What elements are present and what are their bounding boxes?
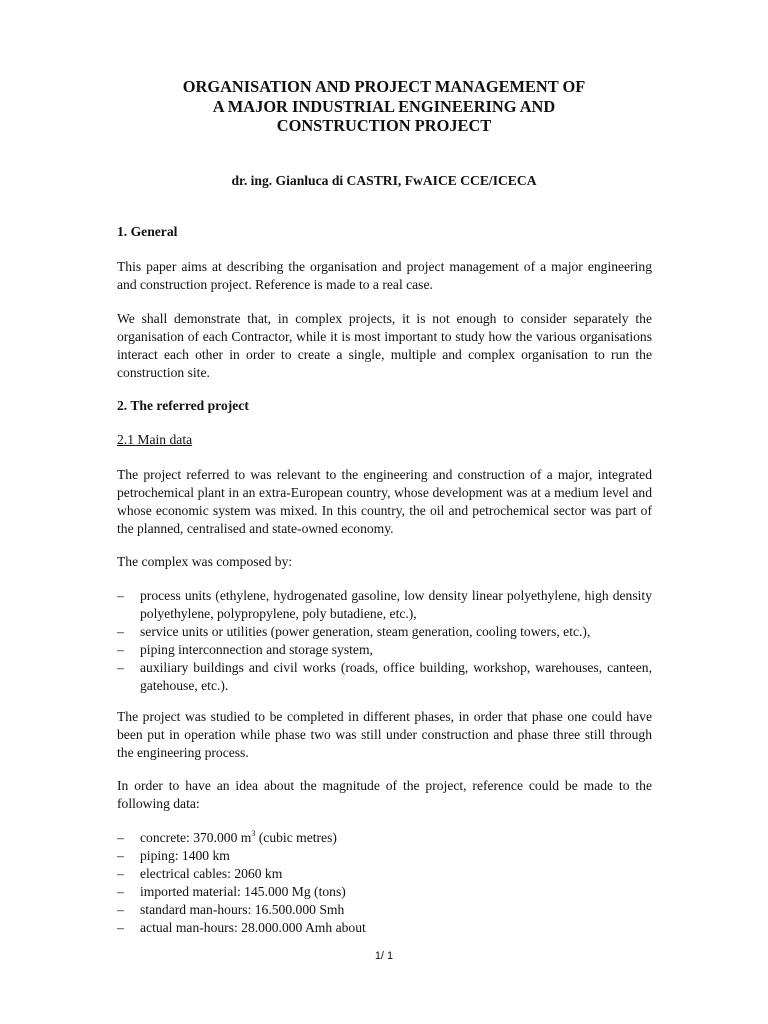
list-item — [117, 865, 652, 883]
list-item-text: process units (ethylene, hydrogenated gasoline, low density linear polyethylene, high density polyethylene, polypropylene, poly butadiene, etc.), — [140, 588, 652, 621]
list-dash: – — [117, 588, 124, 603]
section-heading-referred-project: 2. The referred project — [117, 398, 249, 413]
list-dash: – — [117, 902, 124, 917]
concrete-label: concrete: 370.000 m — [140, 830, 252, 845]
list-item — [117, 883, 652, 901]
list-item — [117, 847, 652, 865]
page-number: 1/ 1 — [374, 950, 394, 962]
title-line: ORGANISATION AND PROJECT MANAGEMENT OF — [182, 77, 586, 96]
paragraph: We shall demonstrate that, in complex projects, it is not enough to consider separately the organisation of each Contractor, while it is most important to study how the various organisations interact each other in order to create a single, multiple and complex organisation to run the construction site. — [117, 311, 652, 380]
title-line: CONSTRUCTION PROJECT — [276, 116, 492, 136]
list-item-text: auxiliary buildings and civil works (roads, office building, workshop, warehouses, canteen, gatehouse, etc.). — [140, 660, 652, 693]
list-item — [117, 623, 652, 641]
subsection-heading-main-data: 2.1 Main data — [117, 432, 193, 447]
list-dash: – — [117, 920, 124, 935]
list-dash: – — [117, 624, 124, 639]
paragraph: This paper aims at describing the organisation and project management of a major engineering and construction project. Reference is made to a real case. — [117, 259, 652, 292]
list-item — [117, 919, 652, 937]
list-dash: – — [117, 830, 124, 845]
list-item-text: piping: 1400 km — [140, 848, 230, 863]
document-title — [120, 77, 648, 136]
section-heading-general: 1. General — [117, 224, 178, 239]
paragraph: In order to have an idea about the magnitude of the project, reference could be made to the following data: — [117, 778, 652, 811]
list-item-text: imported material: 145.000 Mg (tons) — [140, 884, 346, 899]
list-item-text: standard man-hours: 16.500.000 Smh — [140, 902, 345, 917]
list-item-text: actual man-hours: 28.000.000 Amh about — [140, 920, 366, 935]
paragraph: The project referred to was relevant to the engineering and construction of a major, integrated petrochemical plant in an extra-European country, whose development was at a medium level and whose economic system was mixed. In this country, the oil and petrochemical sector was part of the planned, centralised and state-owned economy. — [117, 467, 652, 536]
concrete-unit-note: (cubic metres) — [255, 830, 337, 845]
list-item-text: service units or utilities (power generation, steam generation, cooling towers, etc.), — [140, 624, 591, 639]
list-item — [117, 829, 652, 847]
project-data-list — [117, 829, 652, 937]
author-line: dr. ing. Gianluca di CASTRI, FwAICE CCE/ICECA — [231, 173, 537, 188]
concrete-exponent: 3 — [251, 829, 256, 838]
list-item — [117, 587, 652, 623]
list-item — [117, 641, 652, 659]
list-item — [117, 659, 652, 695]
list-dash: – — [117, 884, 124, 899]
complex-components-list — [117, 587, 652, 695]
list-item — [117, 901, 652, 919]
list-dash: – — [117, 642, 124, 657]
list-dash: – — [117, 660, 124, 675]
list-dash: – — [117, 848, 124, 863]
paragraph: The project was studied to be completed in different phases, in order that phase one could have been put in operation while phase two was still under construction and phase three still through the engineering process. — [117, 709, 652, 760]
title-line: A MAJOR INDUSTRIAL ENGINEERING AND — [212, 96, 556, 116]
paragraph: The complex was composed by: — [117, 554, 293, 569]
list-dash: – — [117, 866, 124, 881]
list-item-text: electrical cables: 2060 km — [140, 866, 283, 881]
list-item-text: piping interconnection and storage system, — [140, 642, 373, 657]
